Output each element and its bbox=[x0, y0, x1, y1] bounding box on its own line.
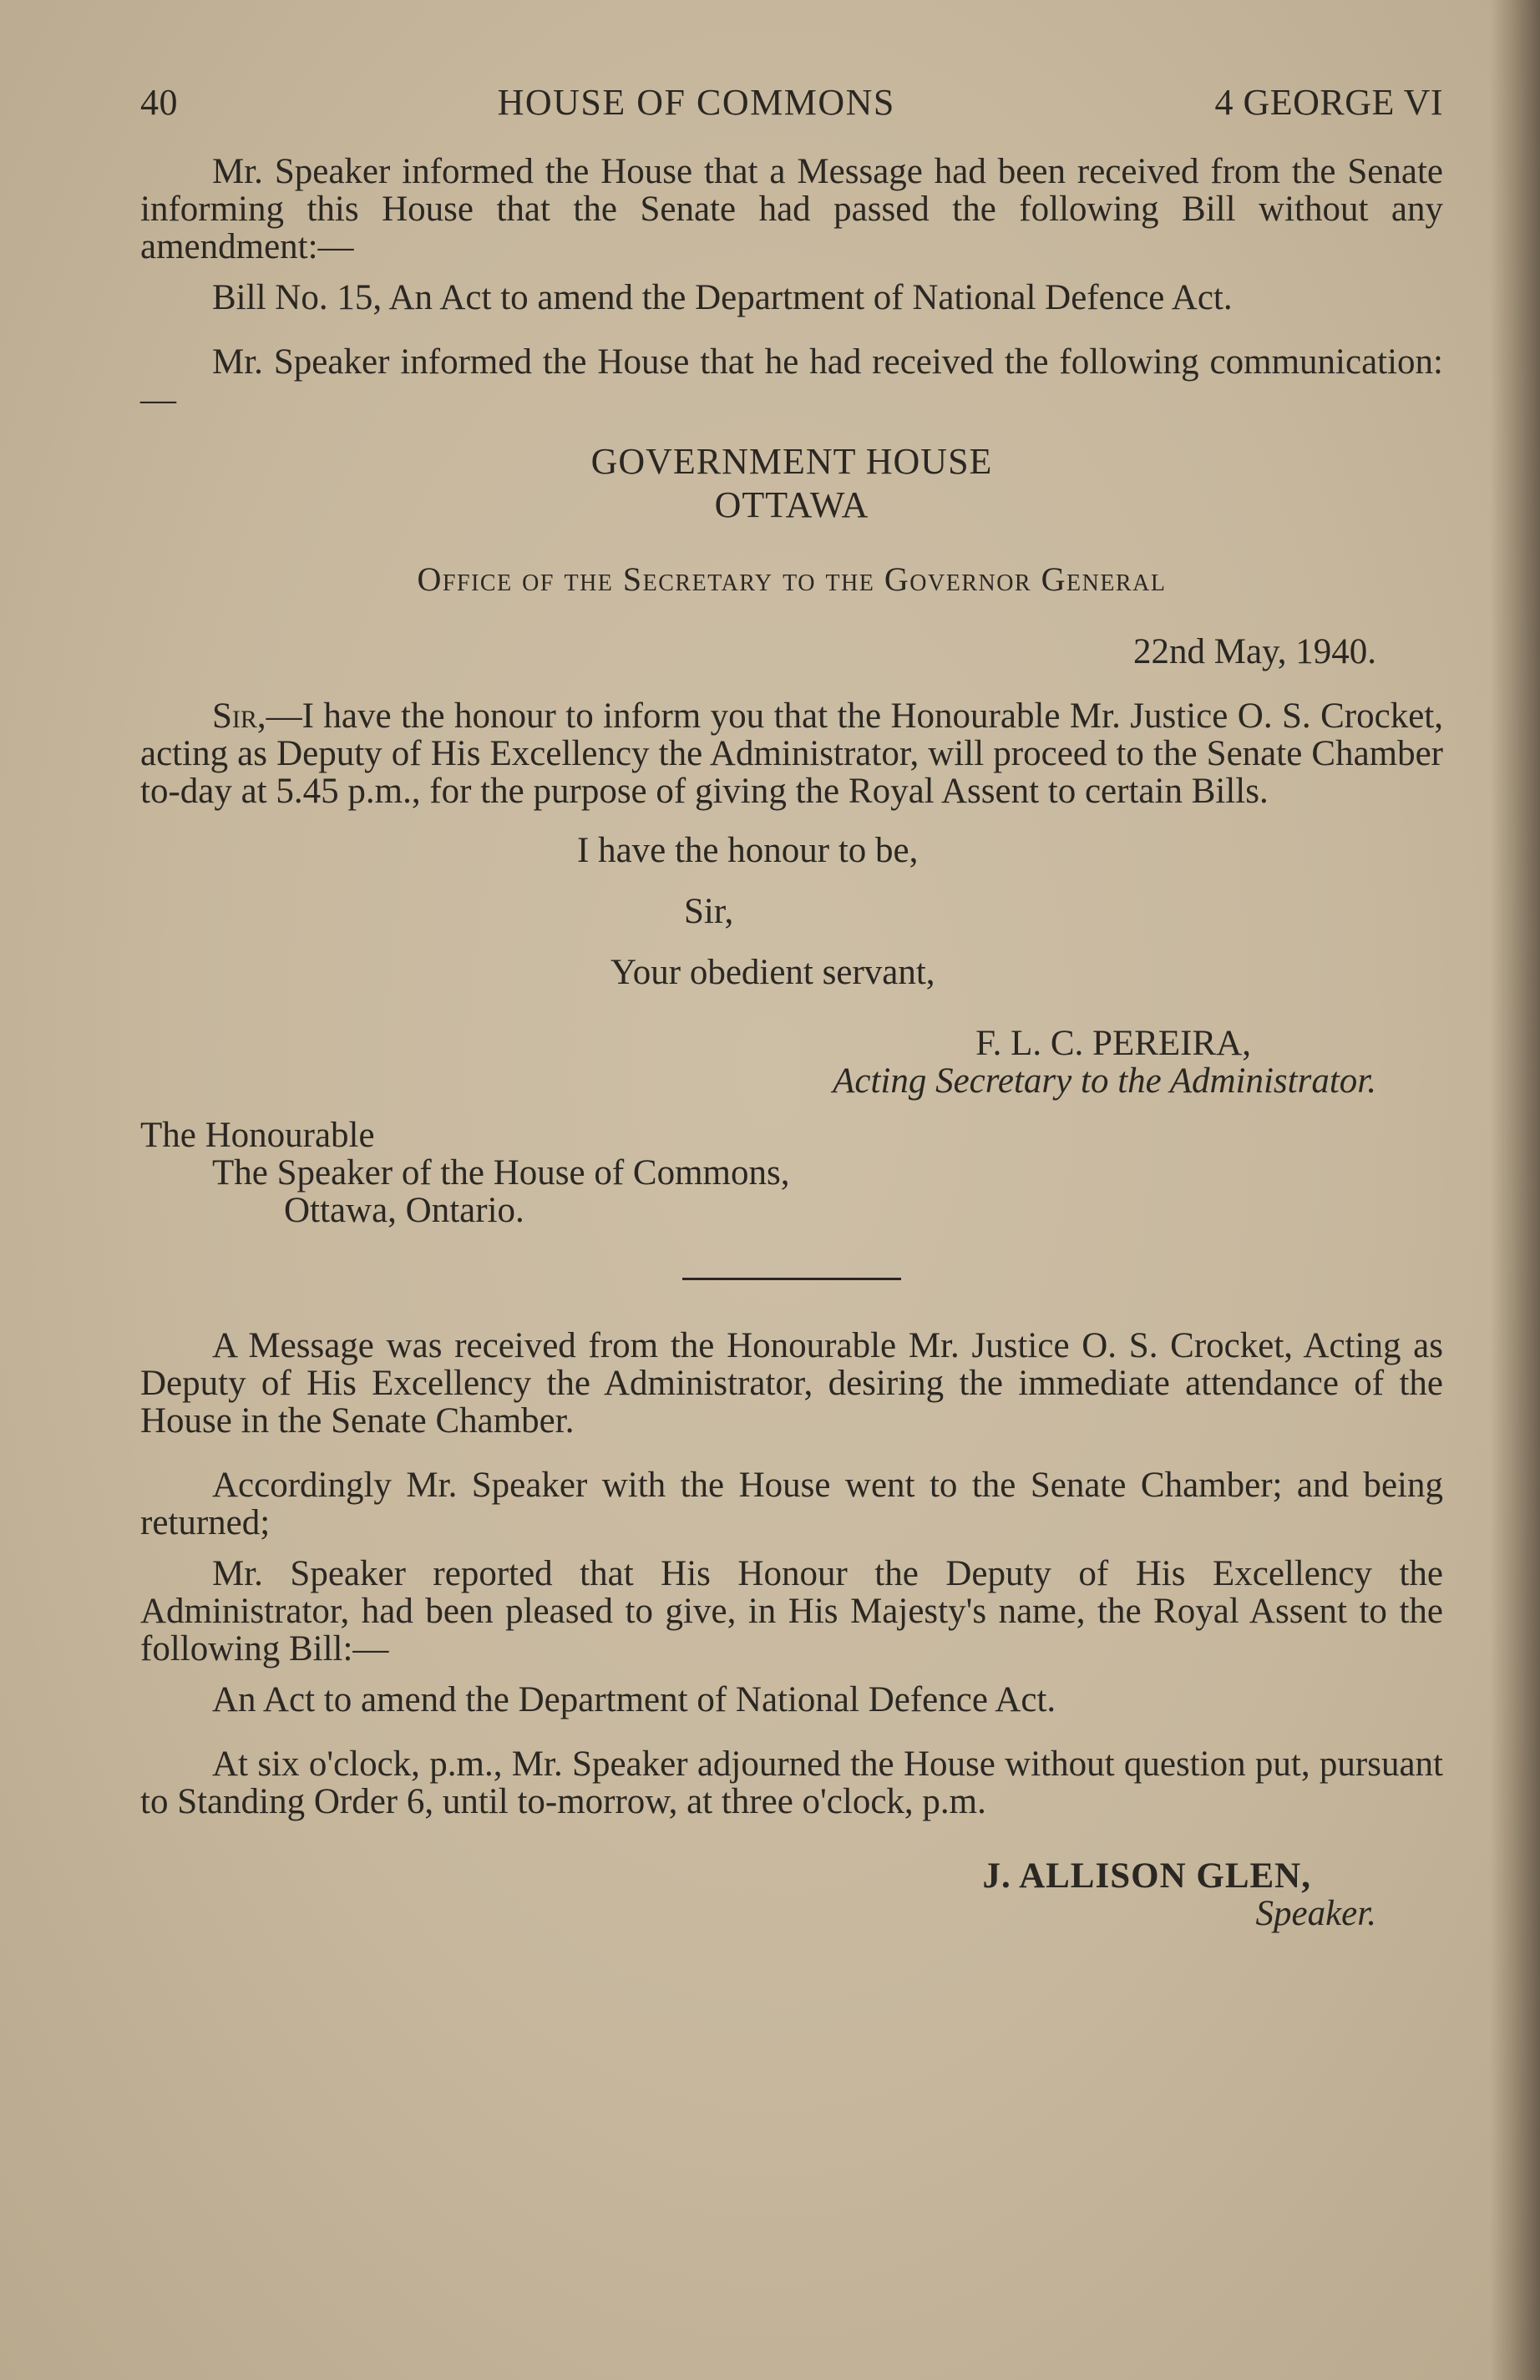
senate-message-paragraph: Mr. Speaker informed the House that a Message had been received from the Senate informing this House that the Senate had passed the following Bill without any amendment:— bbox=[140, 152, 1443, 266]
closing-line-1: I have the honour to be, bbox=[577, 831, 919, 870]
address-line-3: Ottawa, Ontario. bbox=[284, 1191, 524, 1230]
office-line: Office of the Secretary to the Governor General bbox=[417, 560, 1167, 598]
salutation: Sir, bbox=[212, 696, 266, 736]
adjournment-paragraph: At six o'clock, p.m., Mr. Speaker adjourned the House without question put, pursuant to Standing Order 6, until to-morrow, at three o'clock, p.m. bbox=[140, 1744, 1443, 1821]
closing-line-3: Your obedient servant, bbox=[610, 953, 935, 992]
signer-title: Acting Secretary to the Administrator. bbox=[833, 1061, 1376, 1101]
journal-title: HOUSE OF COMMONS bbox=[497, 82, 895, 123]
letter-body-text: —I have the honour to inform you that the Honourable Mr. Justice O. S. Crocket, acting as Deputy of His Excellency the Administrator, will proceed to the Senate Chamber to-day at 5.45 p.m., for the purpose of giving the Royal Assent to certain Bills. bbox=[140, 696, 1443, 811]
page-text bbox=[140, 84, 1443, 1932]
binding-shadow bbox=[1490, 0, 1540, 2380]
address-line-1: The Honourable bbox=[140, 1116, 375, 1155]
closing-line-2: Sir, bbox=[684, 892, 734, 931]
senate-chamber-paragraph: Accordingly Mr. Speaker with the House went to the Senate Chamber; and being returned; bbox=[140, 1466, 1443, 1542]
running-header bbox=[140, 84, 1443, 121]
royal-assent-report: Mr. Speaker reported that His Honour the Deputy of His Excellency the Administrator, had been pleased to give, in His Majesty's name, the Royal Assent to the following Bill:— bbox=[140, 1554, 1443, 1669]
speaker-title: Speaker. bbox=[1255, 1894, 1376, 1933]
bill-line: Bill No. 15, An Act to amend the Department of National Defence Act. bbox=[212, 278, 1233, 317]
letter-date: 22nd May, 1940. bbox=[1132, 632, 1376, 671]
act-line: An Act to amend the Department of National Defence Act. bbox=[212, 1680, 1056, 1719]
letter-heading-2: OTTAWA bbox=[714, 484, 869, 525]
letter-heading-1: GOVERNMENT HOUSE bbox=[590, 441, 993, 482]
speaker-signature: J. ALLISON GLEN, bbox=[982, 1856, 1311, 1896]
regnal-year: 4 GEORGE VI bbox=[1214, 82, 1443, 123]
royal-assent-message: A Message was received from the Honourable Mr. Justice O. S. Crocket, Acting as Deputy of His Excellency the Administrator, desiring the immediate attendance of the House in the Senate Chamber. bbox=[140, 1326, 1443, 1441]
letter-body bbox=[140, 697, 1443, 810]
page-number: 40 bbox=[140, 82, 178, 123]
communication-intro: Mr. Speaker informed the House that he had received the following communication:— bbox=[140, 342, 1443, 419]
signer-name: F. L. C. PEREIRA, bbox=[975, 1024, 1251, 1063]
section-divider bbox=[682, 1278, 901, 1280]
address-line-2: The Speaker of the House of Commons, bbox=[212, 1153, 790, 1193]
